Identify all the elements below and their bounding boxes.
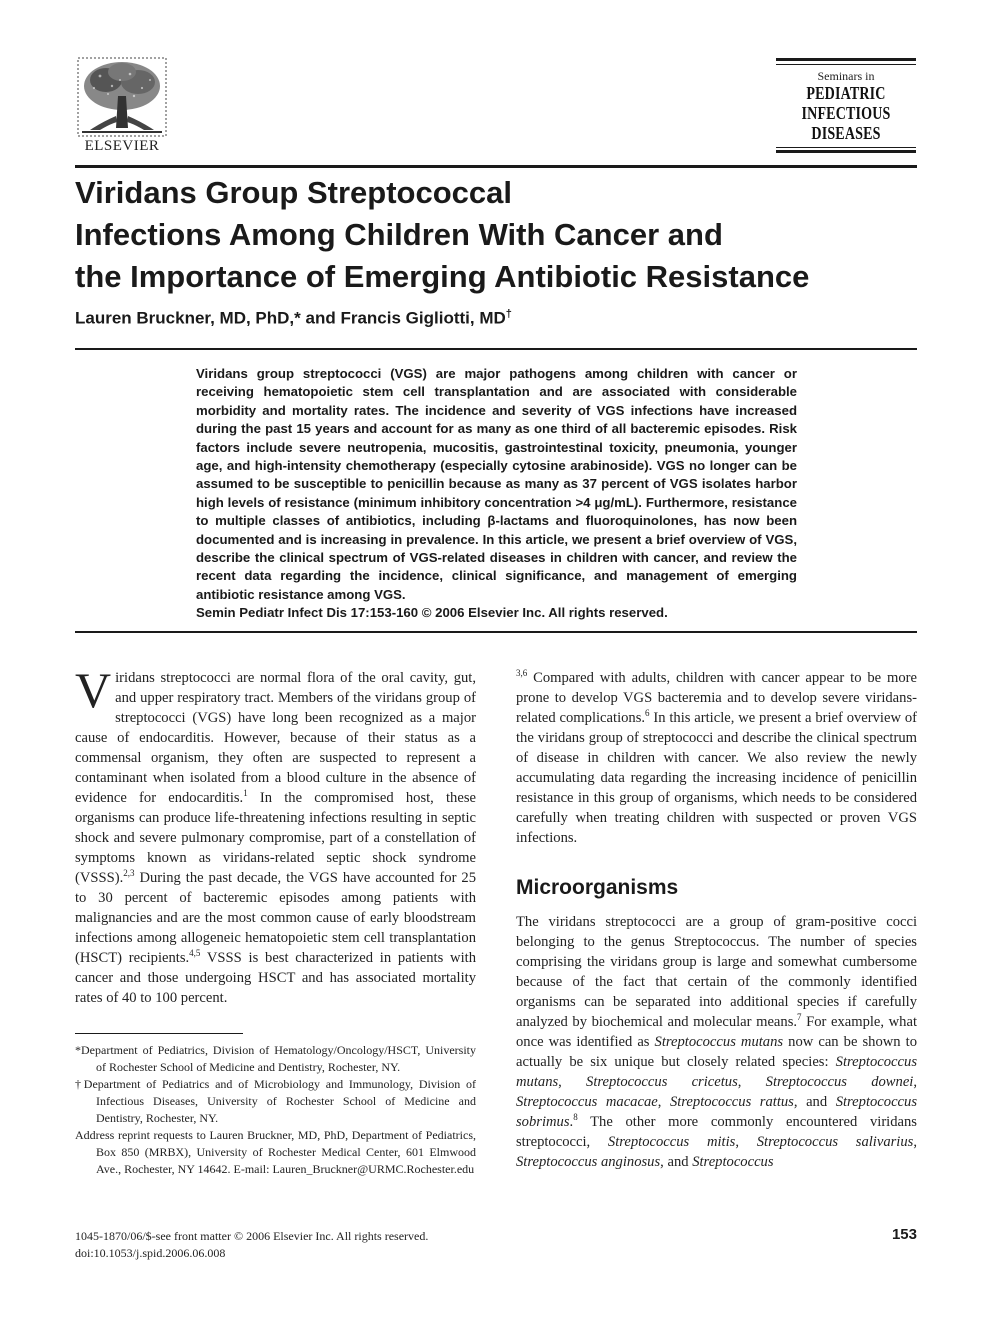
species-name: Streptococcus downei — [765, 1074, 914, 1090]
citation-ref: 8 — [573, 1112, 578, 1123]
masthead-top-thin-rule — [776, 64, 916, 65]
footnote-rule — [75, 1033, 243, 1034]
citation-ref: 1 — [243, 788, 248, 799]
footnote-affiliation-2: †Department of Pediatrics and of Microbiology and Immunology, Division of Infectious Diseases, University of Rochester School of Medicine and Dentistry, Rochester, NY. — [75, 1077, 476, 1125]
footnote-affiliation-1: *Department of Pediatrics, Division of Hematology/Oncology/HSCT, University of Rochester School of Medicine and Dentistry, Rochester, NY. — [75, 1043, 476, 1074]
masthead-bottom-rule — [776, 150, 916, 153]
author-1-mark: * — [294, 308, 301, 328]
body-column-right — [516, 668, 917, 1172]
body-text: , — [558, 1074, 587, 1090]
citation-ref: 6 — [645, 708, 650, 719]
body-text: , — [913, 1074, 918, 1090]
species-name: Streptococcus anginosus — [516, 1154, 661, 1170]
body-text: The viridans streptococci are a group of gram-positive cocci belonging to the genus Streptococcus. The number of species comprising the viridans group is large and somewhat cumbersome because of the fact that certain of the commonly identified organisms can be separated into additional species if carefully analyzed by biochemical and molecular means. — [516, 914, 917, 1030]
abstract — [196, 365, 797, 623]
article-title-line-1: Viridans Group Streptococcal — [75, 175, 512, 210]
intro-text: Compared with adults, children with cancer appear to be more prone to develop VGS bacteremia and to develop severe viridans-related complications. — [516, 670, 917, 726]
body-text: now can be shown to actually be six unique but closely related species: — [516, 1034, 917, 1070]
species-name: Streptococcus macacae — [516, 1094, 658, 1110]
journal-series: Seminars in — [817, 69, 875, 83]
tree-emblem-icon — [72, 56, 172, 138]
publisher-name: ELSEVIER — [84, 138, 160, 154]
doi-line: doi:10.1053/j.spid.2006.06.008 — [75, 1246, 226, 1260]
species-name: Streptococcus mutans — [654, 1034, 784, 1050]
body-text: , — [913, 1134, 917, 1150]
abstract-text: Viridans group streptococci (VGS) are major pathogens among children with cancer or receiving hematopoietic stem cell transplantation and are associated with considerable morbidity and mortality rates. The incidence and severity of VGS infections have increased during the past 15 years and account for as many as one third of all bacteremic episodes. Risk factors include severe neutropenia, mucositis, gastrointestinal toxicity, pneumonia, younger age, and high-intensity chemotherapy (especially cytosine arabinoside). VGS no longer can be assumed to be susceptible to penicillin because as many as 37 percent of VGS isolates harbor high levels of resistance (minimum inhibitory concentration >4 μg/mL). Furthermore, resistance to multiple classes of antibiotics, including β-lactams and fluoroquinolones, has now been documented and is increasing in prevalence. In this article, we present a brief overview of VGS, describe the clinical spectrum of VGS-related diseases in children with cancer, and review the recent data regarding the incidence, clinical significance, and management of emerging antibiotic resistance among VGS. — [196, 366, 797, 602]
masthead-bottom-thin-rule — [776, 147, 916, 148]
citation-ref: 7 — [797, 1012, 802, 1023]
body-text: For example, what once was identified as — [516, 1014, 917, 1050]
section-heading: Microorganisms — [516, 876, 679, 899]
intro-text: VSSS is best characterized in patients with cancer and those undergoing HSCT and has associated mortality rates of 40 to 100 percent. — [75, 950, 476, 1006]
citation-ref: 3,6 — [516, 668, 528, 679]
microorganisms-paragraph — [516, 912, 917, 1172]
intro-text: During the past decade, the VGS have accounted for 25 to 30 percent of bacteremic episodes among patients with malignancies and are the most common cause of early bloodstream infections among allogeneic hematopoietic stem cell transplantation (HSCT) recipients. — [75, 870, 476, 966]
journal-title-line-1: PEDIATRIC — [806, 83, 886, 103]
intro-text: In this article, we present a brief overview of the viridans group of streptococci and describe the clinical spectrum of disease in children with cancer. We also review the newly accumulating data regarding the increasing incidence of penicillin resistance in this group of organisms, which needs to be considered carefully when treating children with suspected or proven VGS infections. — [516, 710, 917, 846]
intro-paragraph-continued — [516, 668, 917, 848]
author-1: Lauren Bruckner, MD, PhD, — [75, 308, 295, 328]
footnotes — [75, 1042, 476, 1178]
abstract-top-rule — [75, 348, 917, 350]
intro-paragraph — [75, 662, 476, 1008]
species-name: Streptococcus mutans — [516, 1054, 917, 1090]
journal-title-line-2: INFECTIOUS — [801, 103, 891, 123]
species-name: Streptococcus salivarius — [756, 1134, 914, 1150]
species-name: Streptococcus rattus — [669, 1094, 794, 1110]
species-name: Streptococcus sobrimus — [516, 1094, 918, 1130]
author-2-mark: † — [505, 308, 512, 320]
header-rule — [75, 165, 917, 168]
body-text: , and — [660, 1154, 693, 1170]
abstract-citation: Semin Pediatr Infect Dis 17:153-160 © 2006 Elsevier Inc. All rights reserved. — [196, 605, 668, 621]
species-name: Streptococcus mitis — [607, 1134, 736, 1150]
masthead-top-rule — [776, 58, 916, 61]
intro-text: In the compromised host, these organisms can produce life-threatening infections resulting in septic shock and severe pulmonary compromise, part of a constellation of symptoms known as viridans-related septic shock syndrome (VSSS). — [75, 790, 476, 886]
citation-ref: 4,5 — [189, 948, 201, 959]
body-text: , — [735, 1134, 757, 1150]
body-text: The other more commonly encountered viridans streptococci, — [516, 1114, 917, 1150]
species-name: Streptococcus cricetus — [586, 1074, 738, 1090]
body-text: , — [737, 1074, 766, 1090]
body-text: , and — [793, 1094, 836, 1110]
journal-title-line-3: DISEASES — [811, 123, 881, 143]
body-column-left — [75, 662, 476, 1008]
body-text: . — [569, 1114, 574, 1130]
page-number: 153 — [891, 1226, 917, 1243]
author-join: and — [300, 308, 341, 328]
author-2: Francis Gigliotti, MD — [340, 308, 506, 328]
article-title — [75, 172, 917, 298]
intro-text: iridans streptococci are normal flora of the oral cavity, gut, and upper respiratory tract. Members of the viridans group of streptococci (VGS) have long been recognized as a major cause of endocarditis. However, because of their status as a commensal organism, they often are suspected to represent a contaminant when isolated from a blood culture in the absence of evidence for endocarditis. — [75, 670, 476, 806]
citation-ref: 2,3 — [123, 868, 135, 879]
issn-line: 1045-1870/06/$-see front matter © 2006 Elsevier Inc. All rights reserved. — [75, 1229, 429, 1243]
species-name: Streptococcus — [692, 1154, 774, 1170]
footnote-correspondence: Address reprint requests to Lauren Bruckner, MD, PhD, Department of Pediatrics, Box 850 (MRBX), University of Rochester Medical Center, 601 Elmwood Ave., Rochester, NY 14642. E-mail: Lauren_Bruckner@URMC.Rochester.edu — [75, 1128, 476, 1176]
abstract-bottom-rule — [75, 631, 917, 633]
journal-masthead — [776, 58, 916, 154]
footer-info — [75, 1228, 575, 1262]
author-line — [75, 308, 917, 329]
article-title-line-3: the Importance of Emerging Antibiotic Resistance — [75, 259, 810, 294]
body-text: , — [657, 1094, 670, 1110]
article-title-line-2: Infections Among Children With Cancer and — [75, 217, 723, 252]
drop-cap: V — [75, 662, 112, 718]
